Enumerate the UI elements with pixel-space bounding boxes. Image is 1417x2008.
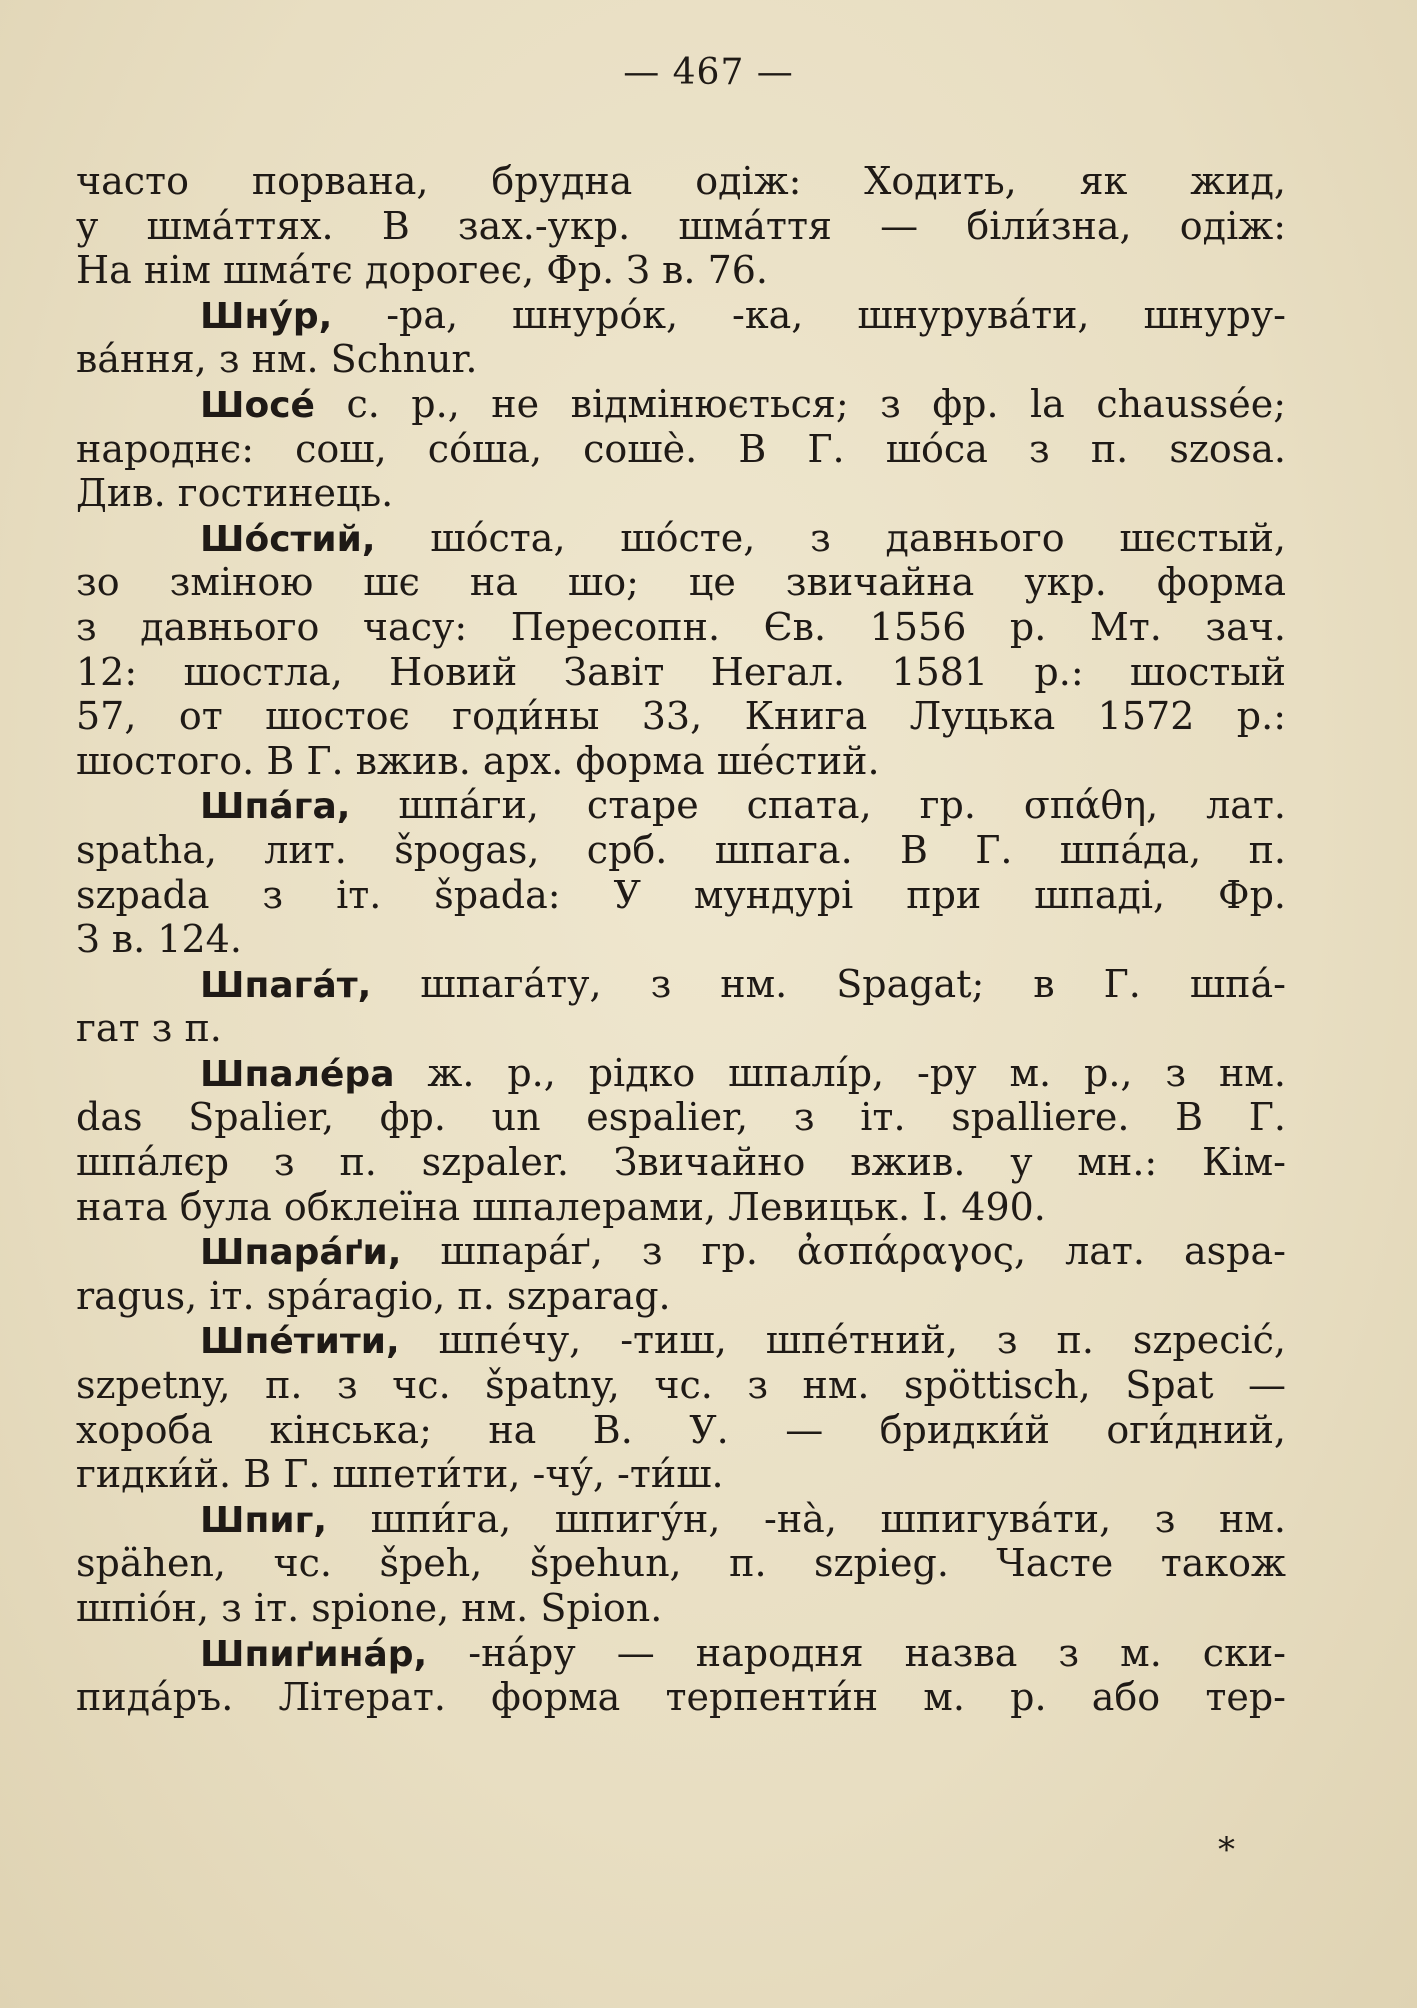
line-text: На нім шма́тє дорогеє, Фр. З в. 76. <box>76 248 768 293</box>
line-text: шостого. В Г. вжив. арх. форма ше́стий. <box>76 738 880 783</box>
line-text: с. р., не відмінюється; з фр. la chaussée; <box>314 381 1286 426</box>
line-text: Див. гостинець. <box>76 471 394 516</box>
line-text: ж. р., рідко шпалі́р, -ру м. р., з нм. <box>394 1050 1286 1095</box>
text-line-22 <box>76 1096 1286 1141</box>
headword: Шпиґина́р, <box>200 1633 428 1675</box>
text-line-32 <box>76 1542 1286 1587</box>
text-line-26 <box>76 1275 1286 1320</box>
line-text: з давнього часу: Пересопн. Єв. 1556 р. Мт. зач. <box>76 604 1286 649</box>
entry-shpaga <box>76 784 1286 829</box>
line-text: гат з п. <box>76 1006 222 1051</box>
line-text: шпе́чу, -тиш, шпе́тний, з п. szpecić, <box>399 1318 1286 1363</box>
text-line-18 <box>76 918 1286 963</box>
entry-shostyi <box>76 517 1286 562</box>
line-text: шпара́ґ, з гр. ἀσπάραγος, лат. aspa- <box>401 1229 1286 1274</box>
headword: Шпе́тити, <box>200 1321 400 1363</box>
text-line-33 <box>76 1587 1286 1632</box>
entry-shnur <box>76 294 1286 339</box>
line-text: spatha, лит. špogas, срб. шпага. В Г. шпа́да, п. <box>76 827 1286 872</box>
text-line-17 <box>76 874 1286 919</box>
line-text: szpada з іт. špada: У мундурі при шпаді, Фр. <box>76 872 1286 917</box>
page-number: — 467 — <box>623 52 794 93</box>
line-text: шпа́лєр з п. szpaler. Звичайно вжив. у мн.: Кім- <box>76 1140 1286 1185</box>
line-text: шпи́га, шпигу́н, -на̀, шпигува́ти, з нм. <box>327 1496 1286 1541</box>
line-text: у шма́ттях. В зах.-укр. шма́ття — біли́зна, одіж: <box>76 203 1286 248</box>
line-text: народнє: сош, со́ша, сошѐ. В Г. шо́са з п. szosa. <box>76 426 1286 471</box>
line-text: 12: шостла, Новий Завіт Негал. 1581 р.: шостый <box>76 649 1286 694</box>
headword: Шпиг, <box>200 1499 328 1541</box>
headword: Шосе́ <box>200 384 315 426</box>
line-text: ва́ння, з нм. Schnur. <box>76 337 478 382</box>
text-line-30 <box>76 1453 1286 1498</box>
text-line-13 <box>76 695 1286 740</box>
text-line-11 <box>76 606 1286 651</box>
text-line-24 <box>76 1186 1286 1231</box>
entry-shparagy <box>76 1230 1286 1275</box>
line-text: szpetny, п. з чс. špatny, чс. з нм. spöttisch, Spat — <box>76 1363 1286 1408</box>
headword: Шо́стий, <box>200 518 376 560</box>
line-text: часто порвана, брудна одіж: Ходить, як жид, <box>76 159 1286 203</box>
line-text: das Spalier, фр. un espalier, з іт. spalliere. В Г. <box>76 1095 1286 1140</box>
headword: Шпале́ра <box>200 1053 395 1095</box>
line-text: пида́ръ. Літерат. форма терпенти́н м. р. або тер- <box>76 1675 1286 1720</box>
line-text: ната була обклеїна шпалерами, Левицьк. І. 490. <box>76 1184 1046 1229</box>
entry-shpalera <box>76 1052 1286 1097</box>
text-line-10 <box>76 561 1286 606</box>
line-text: хороба кінська; на В. У. — бридки́й оги́дний, <box>76 1407 1286 1452</box>
signature-mark: * <box>1218 1830 1235 1870</box>
line-text: шпага́ту, з нм. Spagat; в Г. шпа́- <box>371 961 1286 1006</box>
line-text: зо зміною шє на шо; це звичайна укр. форма <box>76 560 1286 605</box>
text-line-12 <box>76 651 1286 696</box>
text-line-35 <box>76 1676 1286 1721</box>
headword: Шну́р, <box>200 295 333 337</box>
text-line-23 <box>76 1141 1286 1186</box>
entry-shpetyty <box>76 1319 1286 1364</box>
line-text: шпіо́н, з іт. spione, нм. Spion. <box>76 1586 663 1630</box>
line-text: З в. 124. <box>76 917 242 962</box>
line-text: шо́ста, шо́сте, з давнього шєстый, <box>375 515 1286 560</box>
headword: Шпага́т, <box>200 964 372 1006</box>
line-text: гидки́й. В Г. шпети́ти, -чу́, -ти́ш. <box>76 1452 724 1497</box>
text-line-03 <box>76 249 1286 294</box>
text-line-16 <box>76 829 1286 874</box>
text-line-08 <box>76 472 1286 517</box>
text-line-07 <box>76 428 1286 473</box>
text-line-02 <box>76 205 1286 250</box>
text-line-29 <box>76 1409 1286 1454</box>
dictionary-text <box>76 160 1286 1721</box>
line-text: -на́ру — народня назва з м. ски- <box>427 1630 1286 1675</box>
text-line-28 <box>76 1364 1286 1409</box>
line-text: 57, от шостоє годи́ны 33, Книга Луцька 1572 р.: <box>76 694 1286 739</box>
headword: Шпара́ґи, <box>200 1232 402 1274</box>
line-text: шпа́ги, старе спата, гр. σπάθη, лат. <box>350 783 1286 828</box>
text-line-05 <box>76 338 1286 383</box>
line-text: ragus, іт. spáragio, п. szparag. <box>76 1273 671 1318</box>
text-line-14 <box>76 740 1286 785</box>
entry-shpyg <box>76 1498 1286 1543</box>
text-line-01 <box>76 160 1286 205</box>
text-line-20 <box>76 1007 1286 1052</box>
line-text: -ра, шнуро́к, -ка, шнурува́ти, шнуру- <box>332 292 1286 337</box>
entry-shose <box>76 383 1286 428</box>
entry-shpyginar <box>76 1632 1286 1677</box>
headword: Шпа́га, <box>200 786 351 828</box>
line-text: spähen, чс. špeh, špehun, п. szpieg. Часте також <box>76 1541 1286 1586</box>
entry-shpagat <box>76 963 1286 1008</box>
